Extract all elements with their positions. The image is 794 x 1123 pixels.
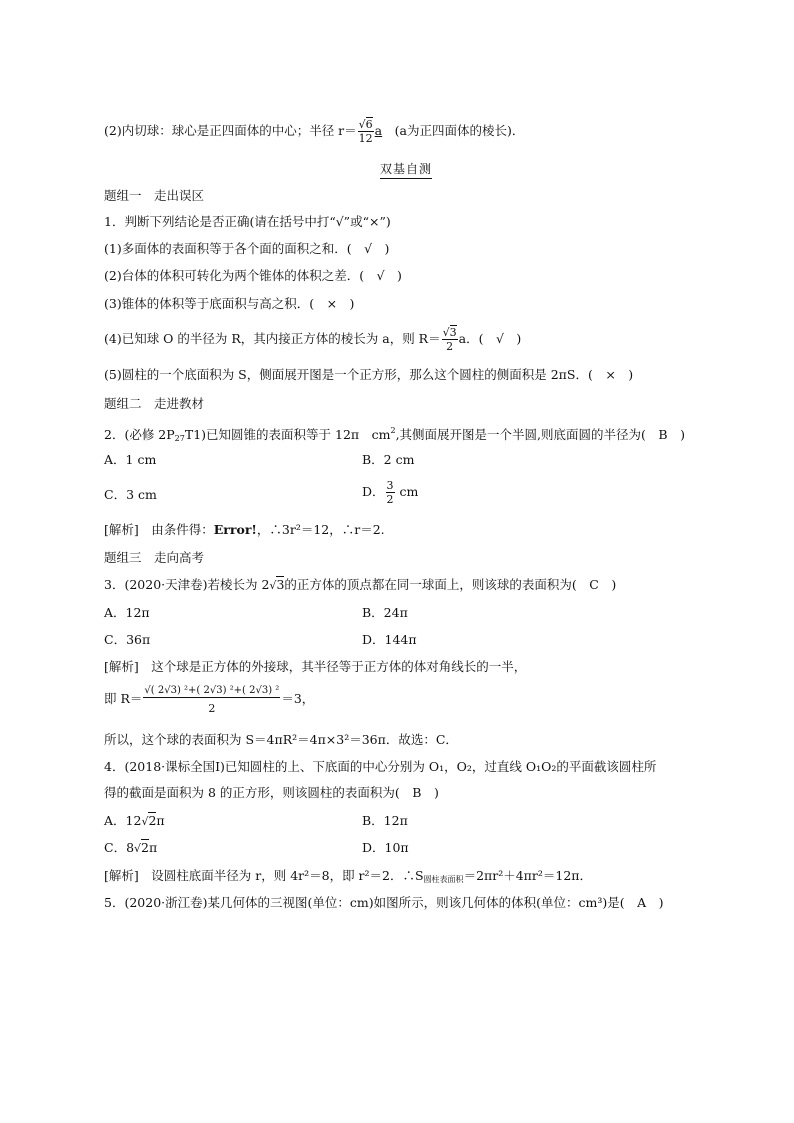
answer-a: a xyxy=(374,123,383,138)
group1-heading: 题组一 走出误区 xyxy=(104,188,205,203)
q2-option-a: A．1 cm xyxy=(104,452,157,467)
inscribed-sphere-line xyxy=(104,118,524,145)
q2-stem xyxy=(104,422,685,448)
q4-c-rad: 2 xyxy=(141,840,149,855)
q4-c-post: π xyxy=(149,840,158,855)
q3-sol2-num: √( 2√3) ²+( 2√3) ²+( 2√3) ² xyxy=(144,685,280,696)
q3-solution-2 xyxy=(104,684,314,715)
q3-option-c: C．36π xyxy=(104,632,151,647)
q2-post: ,其侧面展开图是一个半圆,则底面圆的半径为( B ) xyxy=(395,427,685,442)
q4-option-c xyxy=(104,839,157,858)
q4-option-a xyxy=(104,812,165,831)
q3-solution-3: 所以，这个球的表面积为 S＝4πR²＝4π×3²＝36π．故选：C． xyxy=(104,732,458,747)
q4-a-post: π xyxy=(156,813,165,828)
q4-sol-tag: [解析] xyxy=(104,868,139,883)
q2-sol-pre: 由条件得： xyxy=(138,522,214,537)
q3-post: 的正方体的顶点都在同一球面上，则该球的表面积为( C ) xyxy=(284,577,617,592)
q3-sol-text: 这个球是正方体的外接球，其半径等于正方体的体对角线长的一半， xyxy=(138,659,527,674)
q3-radical: √3 xyxy=(269,577,285,592)
q3-pre: 3．(2020·天津卷)若棱长为 2 xyxy=(104,577,270,592)
frac-num: 6 xyxy=(365,118,373,131)
inscribed-post: (a为正四面体的棱长)． xyxy=(394,123,525,138)
q2-pre: 2．(必修 2P xyxy=(104,427,175,442)
q4-option-d: D．10π xyxy=(362,840,409,855)
q3-sol2-post: ＝3， xyxy=(281,691,315,706)
radius-fraction: $\frac{√6}{12}$ xyxy=(358,118,373,145)
frac-den: 12 xyxy=(358,132,373,145)
q4-sol-post: ＝2πr²＋4πr²＝12π． xyxy=(463,868,592,883)
q3-option-a: A．12π xyxy=(104,605,150,620)
q4-a-pre: A．12 xyxy=(104,813,142,828)
group2-heading: 题组二 走进教材 xyxy=(104,396,205,411)
group3-heading: 题组三 走向高考 xyxy=(104,550,205,565)
q4-solution xyxy=(104,867,592,889)
q4-option-b: B．12π xyxy=(362,813,408,828)
section-title: 双基自测 xyxy=(380,160,432,179)
q3-sol2-pre: 即 R＝ xyxy=(104,691,143,706)
q4-c-pre: C．8 xyxy=(104,840,135,855)
q2-sol-tag: [解析] xyxy=(104,522,139,537)
q1-4-den: 2 xyxy=(442,339,458,353)
q2-sup: 2 xyxy=(390,426,396,435)
q2-d-pre: D． xyxy=(362,484,385,499)
q2-solution xyxy=(104,521,385,539)
q3-stem xyxy=(104,576,616,595)
q5-stem: 5．(2020·浙江卷)某几何体的三视图(单位：cm)如图所示，则该几何体的体积(单位：cm³)是( A ) xyxy=(104,895,664,910)
q4-c-radical: √2 xyxy=(134,840,149,855)
q4-stem-1: 4．(2018·课标全国Ⅰ)已知圆柱的上、下底面的中心分别为 O₁，O₂，过直线 O₁O₂的平面截该圆柱所 xyxy=(104,759,657,774)
q4-sol-sub: 圆柱表面积 xyxy=(423,875,464,884)
q4-sol-pre: 设圆柱底面半径为 r，则 4r²＝8，即 r²＝2．∴S xyxy=(138,868,424,883)
q2-sub: 27 xyxy=(174,434,185,443)
q1-stem: 1．判断下列结论是否正确(请在括号中打“√”或“×”) xyxy=(104,214,391,229)
q4-a-rad: 2 xyxy=(148,813,157,828)
q1-item-1: (1)多面体的表面积等于各个面的面积之和．( √ ) xyxy=(104,241,390,256)
inscribed-pre: (2)内切球：球心是正四面体的中心；半径 r＝ xyxy=(104,123,357,138)
q4-stem-2: 得的截面是面积为 8 的正方形，则该圆柱的表面积为( B ) xyxy=(104,785,439,800)
q1-4-fraction: $\frac{√3}{2}$ xyxy=(442,326,457,353)
q1-item-5: (5)圆柱的一个底面积为 S，侧面展开图是一个正方形，那么这个圆柱的侧面积是 2πS．( × ) xyxy=(104,367,634,382)
q3-rad-val: 3 xyxy=(276,577,285,592)
q3-sol-tag: [解析] xyxy=(104,659,139,674)
q2-d-post: cm xyxy=(395,484,419,499)
q1-4-pre: (4)已知球 O 的半径为 R，其内接正方体的棱长为 a，则 R＝ xyxy=(104,331,441,346)
q1-4-num: 3 xyxy=(449,326,457,339)
q1-4-post: a．( √ ) xyxy=(458,331,522,346)
q2-d-den: 2 xyxy=(386,493,394,506)
q2-d-fraction xyxy=(386,479,395,506)
q1-item-2: (2)台体的体积可转化为两个锥体的体积之差．( √ ) xyxy=(104,268,402,283)
q2-option-d xyxy=(362,479,418,506)
q2-sol-error: Error! xyxy=(213,522,257,537)
q3-option-d: D．144π xyxy=(362,632,417,647)
q2-d-num: 3 xyxy=(386,479,394,492)
q3-solution-1 xyxy=(104,658,526,676)
q1-item-3: (3)锥体的体积等于底面积与高之积．( × ) xyxy=(104,296,355,311)
q3-sol2-fraction xyxy=(143,684,280,715)
q3-option-b: B．24π xyxy=(362,605,408,620)
q3-sol2-den: 2 xyxy=(143,697,280,715)
q1-item-4 xyxy=(104,326,521,353)
q2-mid: T1)已知圆锥的表面积等于 12π cm xyxy=(184,427,391,442)
q4-a-radical: √2 xyxy=(141,813,157,828)
q2-sol-post: ，∴3r²＝12，∴r＝2. xyxy=(256,522,385,537)
q2-option-b: B．2 cm xyxy=(362,452,415,467)
q2-option-c: C．3 cm xyxy=(104,487,157,502)
